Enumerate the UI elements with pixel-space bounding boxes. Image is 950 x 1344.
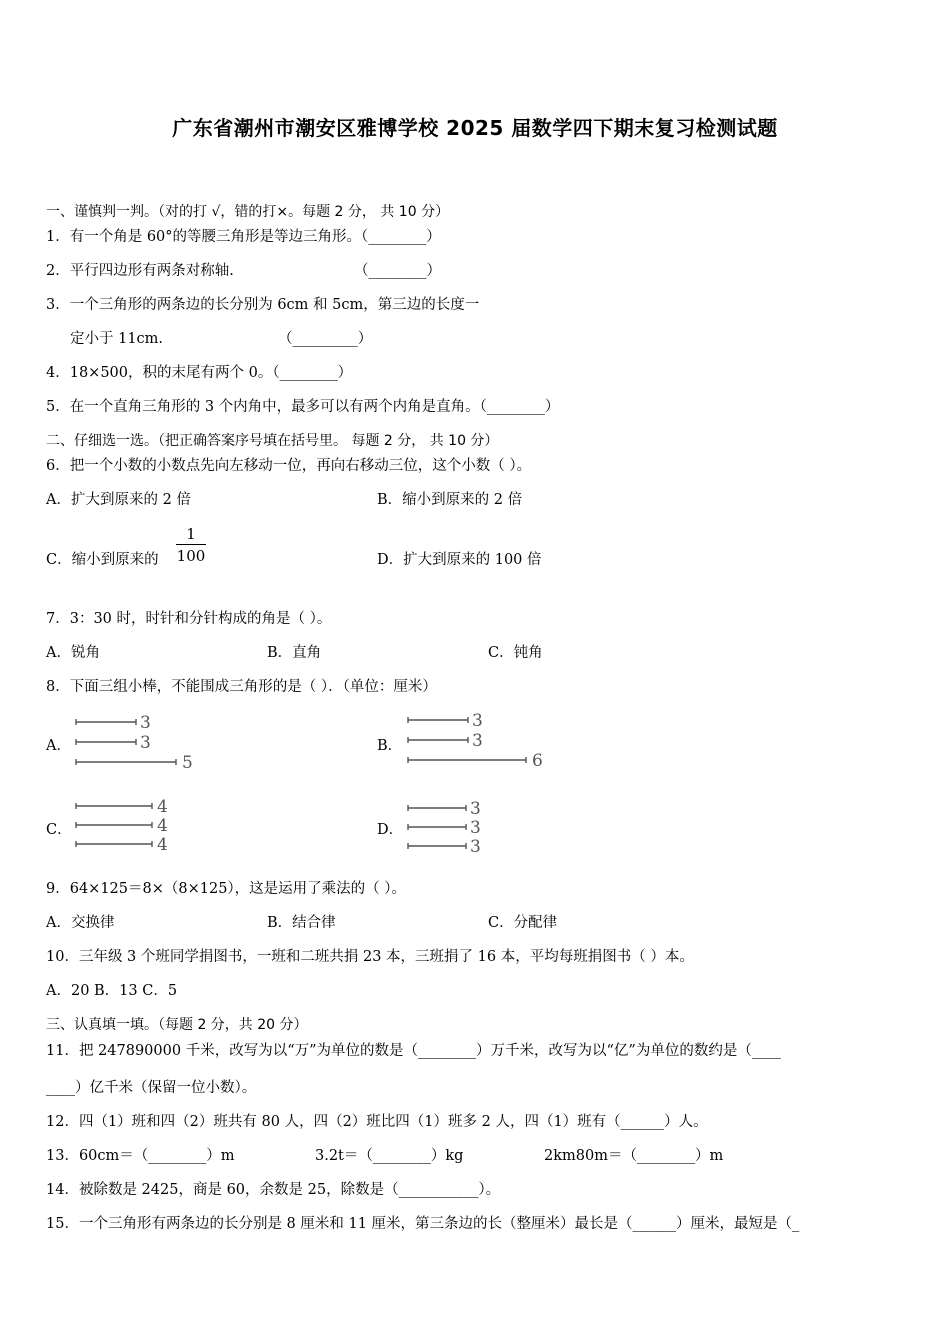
question-6: 6．把一个小数的小数点先向左移动一位，再向右移动三位，这个小数（ ）。 [46,458,532,474]
question-11-line2: ____）亿千米（保留一位小数）。 [46,1080,257,1096]
question-9: 9．64×125＝8×（8×125），这是运用了乘法的（ ）。 [46,881,407,897]
question-6-option-d: D．扩大到原来的 100 倍 [377,552,542,568]
section2-header: 二、仔细选一选。（把正确答案序号填在括号里。 每题 2 分， 共 10 分） [46,433,499,449]
question-13-part-c: 2km80m＝（________）m [544,1148,724,1164]
question-5: 5．在一个直角三角形的 3 个内角中，最多可以有两个内角是直角。（________） [46,399,560,415]
section1-header: 一、谨慎判一判。（对的打 √，错的打×。每题 2 分， 共 10 分） [46,204,450,220]
stick-b-2-label: 3 [472,731,483,751]
question-12: 12．四（1）班和四（2）班共有 80 人，四（2）班比四（1）班多 2 人，四（1）班有（______）人。 [46,1114,708,1130]
question-7: 7．3：30 时，时针和分针构成的角是（ ）。 [46,611,332,627]
stick-a-2-label: 3 [140,733,151,753]
question-15: 15．一个三角形有两条边的长分别是 8 厘米和 11 厘米，第三条边的长（整厘米）最长是（______）厘米，最短是（_ [46,1216,800,1232]
fraction-denominator: 100 [176,547,206,565]
question-8-option-d: D． [377,822,404,838]
fraction-numerator: 1 [186,525,196,543]
question-2: 2．平行四边形有两条对称轴. [46,263,234,279]
section3-header: 三、认真填一填。（每题 2 分，共 20 分） [46,1017,308,1033]
question-14: 14．被除数是 2425，商是 60，余数是 25，除数是（___________）。 [46,1182,501,1198]
stick-d-3-label: 3 [470,837,481,857]
sticks-figure-c [70,794,190,856]
question-7-option-b: B．直角 [267,645,322,661]
question-9-option-b: B．结合律 [267,915,336,931]
stick-d-2-label: 3 [470,818,481,838]
stick-b-3-label: 6 [532,751,543,771]
question-7-option-a: A．锐角 [46,645,100,661]
question-11-line1: 11．把 247890000 千米，改写为以“万”为单位的数是（________）万千米，改写为以“亿”为单位的数约是（____ [46,1043,781,1059]
question-6-option-a: A．扩大到原来的 2 倍 [46,492,191,508]
question-10-options: A．20 B．13 C．5 [46,983,178,999]
question-9-option-a: A．交换律 [46,915,115,931]
stick-b-1-label: 3 [472,711,483,731]
question-4: 4．18×500，积的末尾有两个 0。（________） [46,365,353,381]
page-title: 广东省潮州市潮安区雅博学校 2025 届数学四下期末复习检测试题 [172,116,778,140]
question-8-option-b: B． [377,738,403,754]
sticks-figure-d [402,796,512,858]
question-6-option-b: B．缩小到原来的 2 倍 [377,492,523,508]
question-1: 1．有一个角是 60°的等腰三角形是等边三角形。（________） [46,229,441,245]
question-8: 8．下面三组小棒，不能围成三角形的是（ ）．（单位：厘米） [46,679,437,695]
question-3-blank: （_________） [278,331,373,347]
stick-c-3-label: 4 [157,835,168,855]
fraction-one-hundredth [174,524,208,565]
question-9-option-c: C．分配律 [488,915,558,931]
stick-a-3-label: 5 [182,753,193,773]
sticks-figure-b [402,708,562,774]
question-3-line2: 定小于 11cm. [70,331,164,347]
question-8-option-a: A． [46,738,71,754]
question-2-blank: （________） [354,263,441,279]
question-7-option-c: C．钝角 [488,645,543,661]
sticks-figure-a [70,710,210,776]
question-8-option-c: C． [46,822,72,838]
question-13-part-b: 3.2t＝（________）kg [315,1148,464,1164]
question-10: 10．三年级 3 个班同学捐图书，一班和二班共捐 23 本，三班捐了 16 本，平均每班捐图书（ ）本。 [46,949,694,965]
stick-c-2-label: 4 [157,816,168,836]
stick-c-1-label: 4 [157,797,168,817]
question-6-option-c: C．缩小到原来的 [46,552,159,568]
question-13-part-a: 13．60cm＝（________）m [46,1148,235,1164]
stick-d-1-label: 3 [470,799,481,819]
stick-a-1-label: 3 [140,713,151,733]
question-3-line1: 3．一个三角形的两条边的长分别为 6cm 和 5cm，第三边的长度一 [46,297,480,313]
